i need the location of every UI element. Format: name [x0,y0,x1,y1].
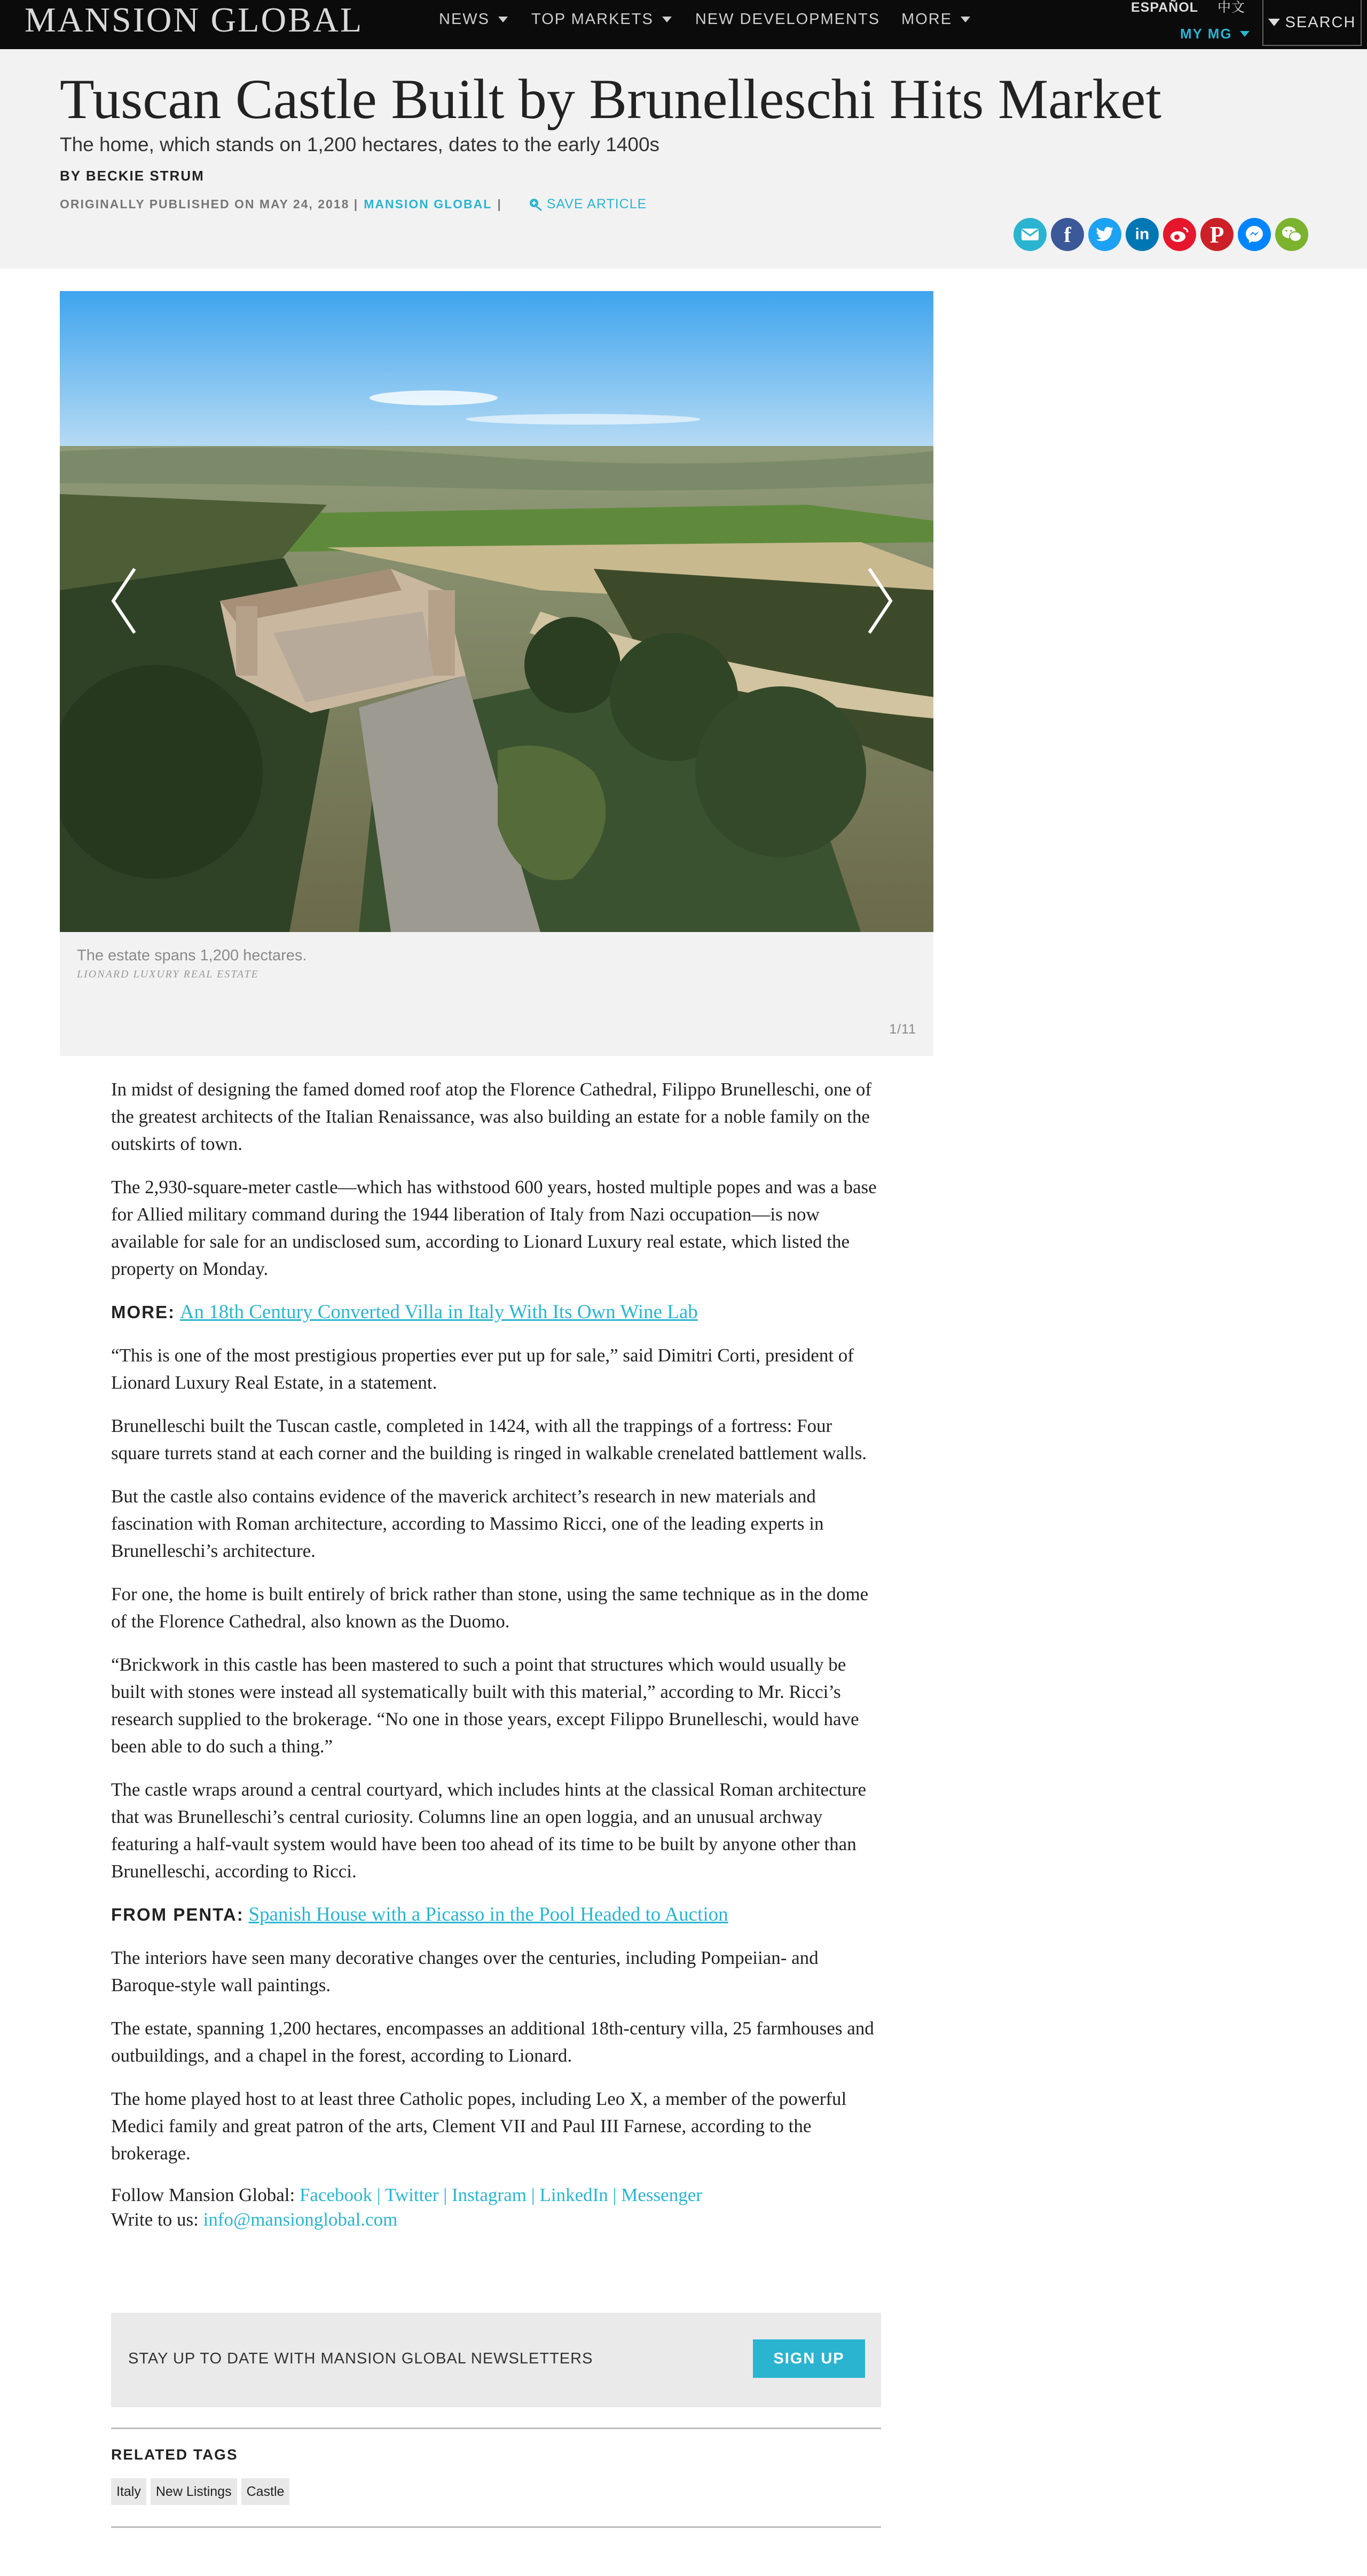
nav-news-label: NEWS [439,11,490,28]
follow-separator: | [376,2184,381,2205]
gallery-photo [60,291,933,932]
linkedin-share-icon[interactable]: in [1126,218,1159,251]
related-tags-title: RELATED TAGS [111,2446,238,2463]
meta-separator: | [497,197,502,211]
body-paragraph: The castle wraps around a central courtyard, which includes hints at the classical Roman architecture that was Brunelleschi’s central curiosity. Columns line an open loggia, and an unusual archway featuring a half-vault system would have been too ahead of its time to be built by anyone other than Brunelleschi, according to Ricci. [111,1779,867,1882]
body-paragraph: In midst of designing the famed domed roof atop the Florence Cathedral, Filippo Brunelleschi, one of the greatest architects of the Italian Renaissance, was also building an estate for a noble family on the outskirts of town. [111,1079,871,1154]
penta-related-link[interactable]: Spanish House with a Picasso in the Pool Headed to Auction [248,1904,728,1925]
newsletter-text: STAY UP TO DATE WITH MANSION GLOBAL NEWSLETTERS [128,2350,593,2367]
weibo-share-icon[interactable] [1163,218,1196,251]
body-paragraph: Brunelleschi built the Tuscan castle, completed in 1424, with all the trappings of a fortress: Four square turrets stand at each corner and the building is ringed in walkable crenelated battlement walls. [111,1415,867,1463]
email-share-icon[interactable] [1014,218,1047,251]
nav-more-label: MORE [901,11,953,28]
article-header [0,49,1367,269]
body-paragraph: The interiors have seen many decorative changes over the centuries, including Pompeiian- and Baroque-style wall paintings. [111,1947,819,1995]
follow-label: Follow Mansion Global: [111,2184,295,2205]
facebook-share-icon[interactable]: f [1051,218,1084,251]
wechat-share-icon[interactable] [1275,218,1308,251]
lang-espanol-link[interactable]: ESPAÑOL [1131,0,1198,15]
top-nav [0,0,1367,49]
sign-up-button[interactable]: SIGN UP [753,2339,865,2378]
chevron-down-icon [662,17,672,22]
more-label: MORE: [111,1302,175,1322]
search-label: SEARCH [1285,13,1356,31]
save-icon [529,198,543,212]
follow-separator: | [443,2184,447,2205]
penta-label: FROM PENTA: [111,1905,244,1924]
lang-chinese-link[interactable]: 中文 [1217,0,1246,15]
body-paragraph: For one, the home is built entirely of brick rather than stone, using the same technique as in the dome of the Florence Cathedral, also known as the Duomo. [111,1584,869,1632]
gallery-prev-arrow-icon[interactable] [103,563,145,638]
twitter-share-icon[interactable] [1088,218,1121,251]
nav-new-developments-label: NEW DEVELOPMENTS [695,11,881,28]
dek: The home, which stands on 1,200 hectares, dates to the early 1400s [60,134,660,155]
more-related-link[interactable]: An 18th Century Converted Villa in Italy With Its Own Wine Lab [179,1301,698,1323]
search-button[interactable] [1262,0,1362,46]
penta-related [111,1901,884,1928]
body-paragraph: But the castle also contains evidence of the maverick architect’s research in new materials and fascination with Roman architecture, according to Massimo Ricci, one of the leading experts in Brunelleschi’s architecture. [111,1486,824,1561]
castle-aerial-image [60,291,933,932]
nav-news[interactable] [439,10,508,29]
gallery-next-arrow-icon[interactable] [859,563,901,638]
photo-gallery [60,291,933,1056]
my-mg-menu[interactable] [1180,26,1250,42]
chevron-down-icon [961,17,970,22]
email-link[interactable]: info@mansionglobal.com [203,2209,398,2230]
body-paragraph: “Brickwork in this castle has been mastered to such a point that structures which would usually be built with stones were instead all systematically built with this material,” according to Mr. Ricci’s research supplied to the brokerage. “No one in those years, except Filippo Brunelleschi, would have been able to do such a thing.” [111,1654,859,1757]
body-paragraph: The home played host to at least three Catholic popes, including Leo X, a member of the powerful Medici family and great patron of the arts, Clement VII and Paul III Farnese, according to the brokerage. [111,2088,847,2164]
instagram-link[interactable]: Instagram [452,2184,527,2205]
follow-line [111,2183,884,2207]
write-label: Write to us: [111,2209,199,2230]
facebook-link[interactable]: Facebook [299,2184,373,2205]
divider [111,2428,881,2429]
nav-top-markets[interactable] [531,10,672,29]
social-share-bar [1014,218,1308,251]
write-line [111,2207,884,2232]
messenger-link[interactable]: Messenger [621,2184,702,2205]
follow-separator: | [612,2184,617,2205]
messenger-share-icon[interactable] [1238,218,1271,251]
pinterest-share-icon[interactable]: P [1200,218,1234,251]
nav-more[interactable] [901,10,970,29]
source-link[interactable]: MANSION GLOBAL [364,197,492,211]
byline[interactable]: BY BECKIE STRUM [60,168,205,184]
body-paragraph: The estate, spanning 1,200 hectares, encompasses an additional 18th-century villa, 25 farmhouses and outbuildings, and a chapel in the forest, according to Lionard. [111,2018,874,2066]
related-tags [111,2478,289,2505]
site-logo[interactable]: MANSION GLOBAL [25,1,364,40]
save-article-button[interactable] [529,197,647,212]
newsletter-box [111,2313,881,2407]
search-toggle-icon [1268,19,1280,26]
headline: Tuscan Castle Built by Brunelleschi Hits Market [60,68,1161,130]
chevron-down-icon [1240,31,1250,37]
follow-separator: | [531,2184,535,2205]
body-paragraph: The 2,930-square-meter castle—which has withstood 600 years, hosted multiple popes and was a base for Allied military command during the 1944 liberation of Italy from Nazi occupation—is now available for sale for an undisclosed sum, according to Lionard Luxury real estate, which listed the property on Monday. [111,1177,877,1279]
photo-caption: The estate spans 1,200 hectares. [77,947,307,964]
save-article-label: SAVE ARTICLE [546,197,647,212]
publish-meta [60,197,647,212]
chevron-down-icon [498,17,508,22]
article-body [111,1076,884,2232]
publish-date: ORIGINALLY PUBLISHED ON MAY 24, 2018 | [60,197,359,211]
photo-credit: LIONARD LUXURY REAL ESTATE [77,968,259,980]
nav-top-markets-label: TOP MARKETS [531,11,654,28]
tag-italy[interactable]: Italy [111,2478,146,2505]
divider [111,2526,881,2528]
gallery-counter: 1/11 [889,1022,916,1037]
main-nav [439,10,994,29]
nav-new-developments[interactable] [695,10,880,29]
twitter-link[interactable]: Twitter [384,2184,439,2205]
my-mg-label: MY MG [1180,26,1232,42]
tag-new-listings[interactable]: New Listings [151,2478,237,2505]
more-related [111,1298,884,1326]
linkedin-link[interactable]: LinkedIn [539,2184,608,2205]
tag-castle[interactable]: Castle [241,2478,290,2505]
body-paragraph: “This is one of the most prestigious properties ever put up for sale,” said Dimitri Corti, president of Lionard Luxury Real Estate, in a statement. [111,1345,854,1393]
